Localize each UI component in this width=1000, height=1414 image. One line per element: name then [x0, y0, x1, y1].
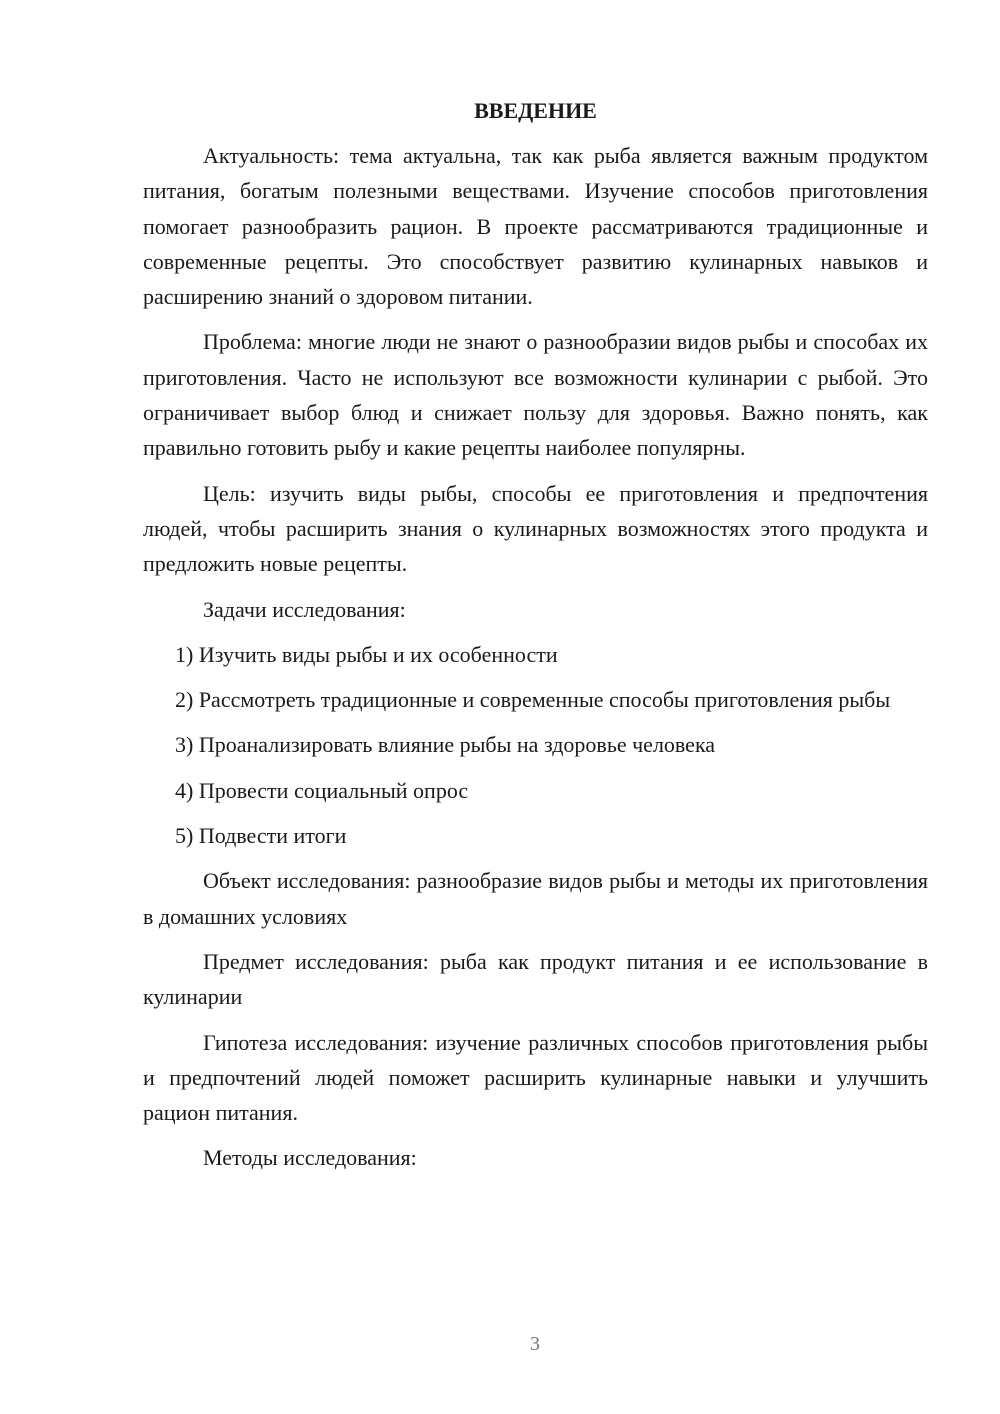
task-item-5: 5) Подвести итоги	[175, 823, 347, 849]
paragraph-subject: Предмет исследования: рыба как продукт питания и ее использование в кулинарии	[143, 948, 928, 1010]
page-number: 3	[530, 1333, 540, 1355]
paragraph-methods: Методы исследования:	[203, 1145, 417, 1171]
task-item-3: 3) Проанализировать влияние рыбы на здоровье человека	[175, 732, 716, 758]
paragraph-goal: Цель: изучить виды рыбы, способы ее приготовления и предпочтения людей, чтобы расширить знания о кулинарных возможностях этого продукта и предложить новые рецепты.	[143, 480, 928, 577]
paragraph-problem: Проблема: многие люди не знают о разнообразии видов рыбы и способах их приготовления. Часто не используют все возможности кулинарии с рыбой. Это ограничивает выбор блюд и снижает пользу для здоровья. Важно понять, как правильно готовить рыбу и какие рецепты наиболее популярны.	[143, 329, 928, 461]
document-page	[143, 96, 928, 1186]
task-item-1: 1) Изучить виды рыбы и их особенности	[175, 641, 558, 667]
paragraph-hypothesis: Гипотеза исследования: изучение различных способов приготовления рыбы и предпочтений людей поможет расширить кулинарные навыки и улучшить рацион питания.	[143, 1029, 928, 1126]
paragraph-relevance: Актуальность: тема актуальна, так как рыба является важным продуктом питания, богатым полезными веществами. Изучение способов приготовления помогает разнообразить рацион. В проекте рассматриваются традиционные и современные рецепты. Это способствует развитию кулинарных навыков и расширению знаний о здоровом питании.	[143, 143, 928, 310]
paragraph-tasks-heading: Задачи исследования:	[203, 596, 406, 622]
page-title: ВВЕДЕНИЕ	[474, 98, 597, 123]
paragraph-object: Объект исследования: разнообразие видов рыбы и методы их приготовления в домашних условиях	[143, 868, 928, 929]
task-item-2: 2) Рассмотреть традиционные и современные способы приготовления рыбы	[175, 687, 891, 713]
task-item-4: 4) Провести социальный опрос	[175, 777, 469, 803]
